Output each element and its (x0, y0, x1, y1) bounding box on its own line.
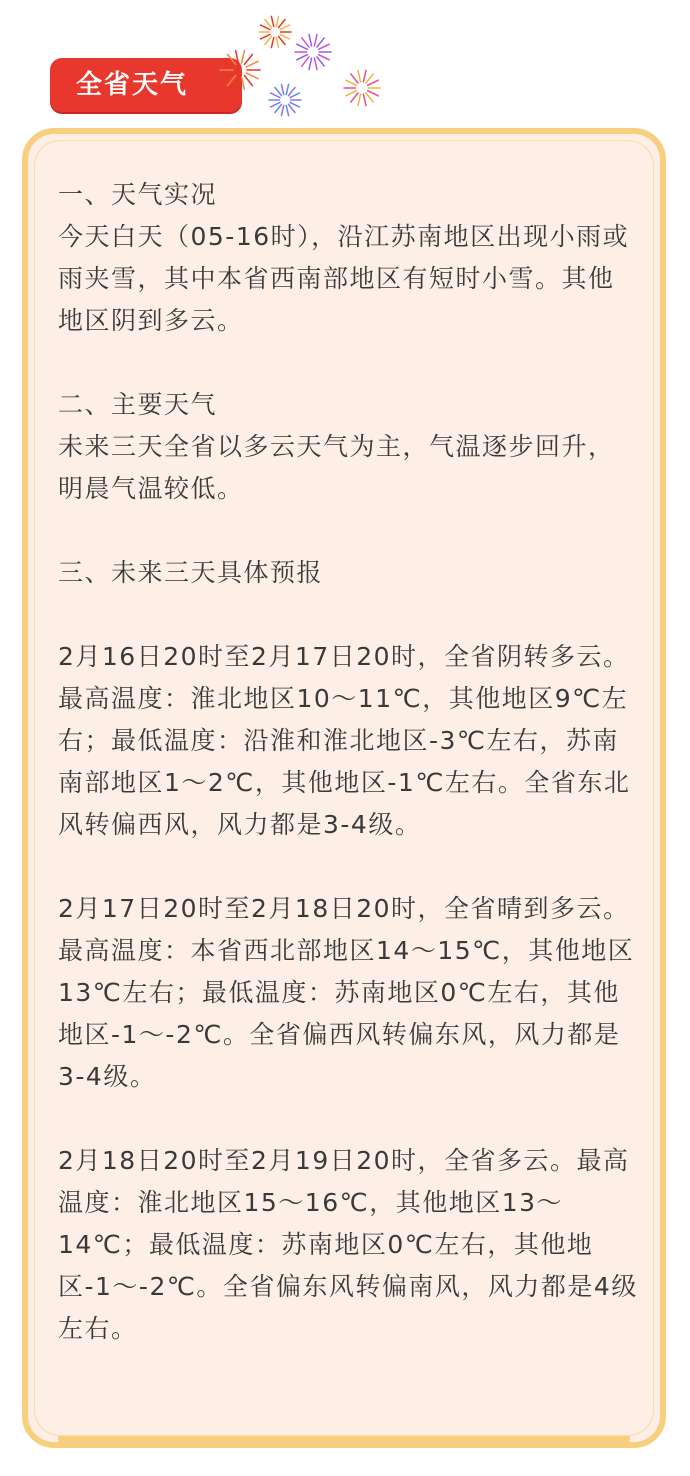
firework-ray (363, 94, 366, 105)
firework-ray (265, 36, 271, 44)
firework-ray (244, 75, 252, 85)
firework-ray (346, 91, 357, 96)
firework-ray (222, 73, 234, 79)
firework-ray (271, 93, 280, 98)
section-title-actual: 一、天气实况 (58, 180, 218, 209)
firework-ray (276, 37, 278, 47)
firework-ray (244, 54, 252, 64)
firework-ray (276, 16, 278, 26)
firework-ray (228, 54, 236, 64)
firework-ray (366, 74, 373, 83)
paragraph-forecast-day3: 2月18日20时至2月19日20时，全省多云。最高温度：淮北地区15～16℃，其他地区13～14℃；最低温度：苏南地区0℃左右，其他地区-1～-2℃。全省偏东风转偏南风，风力都是4级左右。 (58, 1146, 638, 1343)
firework-ray (358, 94, 361, 105)
firework-ray (246, 61, 258, 67)
firework-ray (236, 77, 239, 90)
firework-ray (317, 38, 324, 47)
section-title-forecast: 三、未来三天具体预报 (58, 558, 324, 587)
firework-ray (236, 51, 239, 64)
firework-ray (265, 19, 271, 27)
firework-ray (271, 102, 280, 107)
firework-ray (363, 70, 366, 81)
card-footer-bar (58, 1436, 630, 1448)
firework-ray (228, 75, 236, 85)
firework-ray (297, 44, 308, 49)
firework-ray (309, 34, 312, 45)
firework-ray (319, 44, 330, 49)
firework-ray (346, 80, 357, 85)
firework-ray (286, 84, 288, 94)
firework-ray (288, 87, 294, 95)
section-title-main: 二、主要天气 (58, 390, 218, 419)
firework-ray (246, 73, 258, 79)
firework-ray (278, 36, 284, 44)
firework-ray (368, 80, 379, 85)
firework-ray (280, 25, 289, 30)
firework-ray (222, 61, 234, 67)
firework-ray (261, 25, 270, 30)
section-header-title: 全省天气 (76, 70, 189, 100)
firework-ray (271, 37, 273, 47)
firework-ray (290, 102, 299, 107)
firework-ray (290, 93, 299, 98)
firework-ray (314, 58, 317, 69)
fireworks-decoration (200, 10, 400, 120)
paragraph-forecast-day1: 2月16日20时至2月17日20时，全省阴转多云。最高温度：淮北地区10～11℃，其他地区9℃左右；最低温度：沿淮和淮北地区-3℃左右，苏南南部地区1～2℃，其他地区-1℃左右。全省东北风转偏西风，风力都是3-4级。 (58, 642, 631, 839)
firework-ray (261, 34, 270, 39)
firework-ray (358, 70, 361, 81)
firework-ray (302, 57, 309, 66)
firework-ray (351, 93, 358, 102)
weather-content (58, 174, 638, 1350)
firework-ray (319, 55, 330, 60)
firework-ray (281, 84, 283, 94)
paragraph-forecast-day2: 2月17日20时至2月18日20时，全省晴到多云。最高温度：本省西北部地区14～15℃，其他地区13℃左右；最低温度：苏南地区0℃左右，其他地区-1～-2℃。全省偏西风转偏东风，风力都是3-4级。 (58, 894, 635, 1091)
firework-ray (275, 87, 281, 95)
firework-ray (280, 34, 289, 39)
firework-ray (368, 91, 379, 96)
firework-ray (278, 19, 284, 27)
firework-ray (286, 105, 288, 115)
firework-ray (242, 77, 245, 90)
firework-ray (288, 104, 294, 112)
firework-ray (297, 55, 308, 60)
firework-ray (351, 74, 358, 83)
firework-ray (302, 38, 309, 47)
firework-ray (271, 16, 273, 26)
firework-ray (275, 104, 281, 112)
firework-ray (242, 51, 245, 64)
paragraph-main: 未来三天全省以多云天气为主，气温逐步回升，明晨气温较低。 (58, 432, 615, 503)
firework-ray (366, 93, 373, 102)
weather-card (22, 128, 666, 1448)
firework-ray (317, 57, 324, 66)
firework-ray (314, 34, 317, 45)
firework-ray (309, 58, 312, 69)
firework-ray (281, 105, 283, 115)
paragraph-actual: 今天白天（05-16时），沿江苏南地区出现小雨或雨夹雪，其中本省西南部地区有短时小雪。其他地区阴到多云。 (58, 222, 630, 335)
